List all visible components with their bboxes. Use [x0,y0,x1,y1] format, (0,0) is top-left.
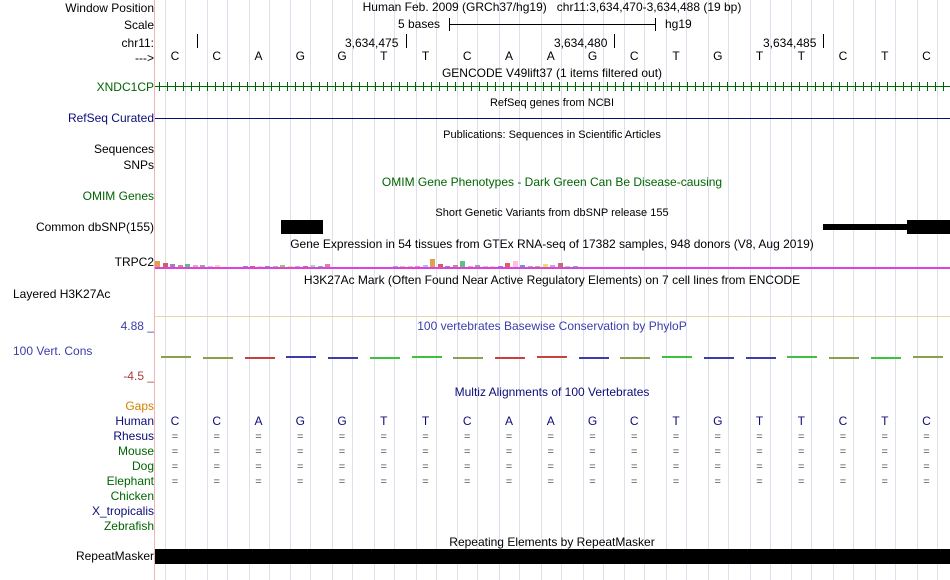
dbsnp-variant[interactable] [281,220,323,234]
human-base: T [672,414,680,428]
human-base: C [922,414,931,428]
conservation-max-label: 4.88 _ [120,319,154,333]
alignment-match: = [464,431,471,443]
phylop-score[interactable] [495,357,525,359]
reference-base: C [212,49,222,63]
alignment-match: = [672,461,680,473]
reference-base: T [755,49,764,63]
phylop-score[interactable] [370,357,400,359]
alignment-match: = [839,461,847,473]
phylop-score[interactable] [453,357,483,359]
refseq-gene-line[interactable] [155,118,950,119]
gencode-track-title: GENCODE V49lift37 (1 items filtered out) [441,66,663,80]
scale-db-label: hg19 [665,17,692,31]
dbsnp-variant[interactable] [907,220,950,234]
reference-base: T [672,49,680,63]
alignment-match: = [881,461,888,473]
alignment-match: = [297,446,304,458]
alignment-match: = [839,476,847,488]
phylop-score[interactable] [161,356,191,358]
track-label-xndc1cp[interactable]: XNDC1CP [96,80,154,94]
alignment-match: = [213,461,220,473]
species-label-zebrafish[interactable]: Zebrafish [103,519,154,533]
alignment-match: = [422,431,429,443]
alignment-match: = [798,476,805,488]
ruler-tick [406,34,407,48]
alignment-match: = [714,461,721,473]
species-label-human[interactable]: Human [115,414,154,428]
alignment-match: = [923,476,930,488]
human-base: A [254,414,263,428]
phylop-score[interactable] [412,356,442,358]
human-base: T [380,414,388,428]
reference-base: C [922,49,931,63]
phylop-score[interactable] [286,356,316,358]
ruler-position-3: 3,634,485 [763,36,817,50]
reference-base: A [254,49,263,63]
track-label-omim[interactable]: OMIM Genes [82,189,154,203]
alignment-match: = [589,431,596,443]
alignment-match: = [338,476,346,488]
ruler-tick [823,34,824,48]
phylop-score[interactable] [787,356,817,358]
human-base: C [838,414,848,428]
alignment-match: = [547,446,554,458]
reference-base: C [462,49,472,63]
track-label-conservation[interactable]: 100 Vert. Cons [13,344,93,358]
alignment-match: = [798,446,805,458]
alignment-match: = [547,461,554,473]
alignment-match: = [464,446,471,458]
scale-bar-left-cap [449,18,450,31]
alignment-match: = [631,446,638,458]
ruler-position-1: 3,634,475 [345,36,399,50]
alignment-match: = [255,476,262,488]
alignment-match: = [672,446,680,458]
h3k27ac-baseline [155,316,950,317]
human-base: C [462,414,472,428]
phylop-score[interactable] [871,357,901,359]
ruler-tick [197,34,198,48]
xndc1cp-gene-body[interactable] [155,82,950,91]
track-label-gaps[interactable]: Gaps [125,399,154,413]
trpc2-gene-line[interactable] [155,267,950,269]
phylop-score[interactable] [537,356,567,358]
alignment-match: = [923,446,930,458]
alignment-match: = [881,446,888,458]
strand-arrow-label: ---> [135,51,154,65]
alignment-match: = [756,431,763,443]
alignment-match: = [923,461,930,473]
species-label-dog[interactable]: Dog [131,459,154,473]
reference-base: A [546,49,555,63]
alignment-match: = [756,476,763,488]
gtex-track-title: Gene Expression in 54 tissues from GTEx RNA-seq of 17382 samples, 948 donors (V8, Aug 2019) [290,237,814,251]
human-base: A [546,414,555,428]
human-base: T [797,414,805,428]
window-position-label: Window Position [65,1,154,15]
conservation-min-label: -4.5 _ [123,369,154,383]
alignment-match: = [798,431,805,443]
alignment-match: = [255,461,262,473]
reference-base: C [170,49,180,63]
alignment-match: = [714,476,721,488]
alignment-match: = [631,476,638,488]
alignment-match: = [171,431,179,443]
alignment-match: = [589,476,596,488]
phylop-score[interactable] [203,357,233,359]
repeatmasker-track-title: Repeating Elements by RepeatMasker [449,535,655,549]
phylop-score[interactable] [829,357,859,359]
scale-bar-text: 5 bases [398,17,441,31]
reference-base: G [713,49,723,63]
phylop-score[interactable] [579,357,609,359]
human-base: G [713,414,723,428]
gtex-tissue-bar[interactable] [430,259,435,267]
alignment-match: = [255,446,262,458]
alignment-match: = [171,476,179,488]
track-label-snps[interactable]: SNPs [123,158,154,172]
alignment-match: = [547,476,554,488]
track-label-column [0,0,154,580]
human-base: T [755,414,764,428]
alignment-match: = [380,446,387,458]
alignment-match: = [255,431,262,443]
dbsnp-track-title: Short Genetic Variants from dbSNP release 155 [435,207,669,219]
alignment-match: = [380,476,387,488]
ruler-tick [614,34,615,48]
track-image[interactable] [155,0,950,580]
phylop-score[interactable] [704,357,734,359]
alignment-match: = [297,476,304,488]
alignment-match: = [338,461,346,473]
alignment-match: = [213,446,220,458]
track-label-h3k27ac[interactable]: Layered H3K27Ac [13,287,111,301]
phylop-score[interactable] [328,357,358,359]
alignment-match: = [839,446,847,458]
reference-base: T [380,49,388,63]
reference-base: C [629,49,639,63]
alignment-match: = [589,446,596,458]
alignment-match: = [380,431,387,443]
alignment-match: = [631,431,638,443]
phylop-score[interactable] [913,356,943,358]
alignment-match: = [589,461,596,473]
alignment-match: = [422,446,429,458]
alignment-match: = [756,446,763,458]
alignment-match: = [213,476,220,488]
track-label-sequences[interactable]: Sequences [93,142,154,156]
alignment-match: = [881,431,888,443]
alignment-match: = [631,461,638,473]
alignment-match: = [547,431,554,443]
assembly-name: Human Feb. 2009 (GRCh37/hg19) [362,0,547,14]
phylop-track-title: 100 vertebrates Basewise Conservation by PhyloP [417,319,687,333]
alignment-match: = [505,461,513,473]
alignment-match: = [923,431,930,443]
reference-base: T [421,49,430,63]
human-base: C [212,414,222,428]
human-base: A [504,414,514,428]
scale-bar [449,24,655,25]
alignment-match: = [338,446,346,458]
alignment-match: = [672,431,680,443]
species-label-rhesus[interactable]: Rhesus [113,429,154,443]
phylop-score[interactable] [245,357,275,359]
alignment-match: = [171,461,179,473]
publications-track-title: Publications: Sequences in Scientific Articles [443,129,661,141]
alignment-match: = [297,461,304,473]
track-label-trpc2[interactable]: TRPC2 [114,255,154,269]
human-base: C [170,414,180,428]
scale-label: Scale [123,18,154,32]
human-base: G [337,414,347,428]
alignment-match: = [714,446,721,458]
chromosome-label: chr11: [121,36,154,50]
alignment-match: = [338,431,346,443]
species-label-mouse[interactable]: Mouse [117,444,154,458]
species-label-elephant[interactable]: Elephant [106,474,154,488]
track-label-refseq[interactable]: RefSeq Curated [67,111,154,125]
assembly-position-title [363,0,742,14]
alignment-match: = [171,446,179,458]
species-label-x-tropicalis[interactable]: X_tropicalis [91,504,154,518]
alignment-match: = [505,476,513,488]
alignment-match: = [714,431,721,443]
omim-track-title: OMIM Gene Phenotypes - Dark Green Can Be Disease-causing [381,175,723,189]
human-base: T [881,414,889,428]
track-label-dbsnp[interactable]: Common dbSNP(155) [35,220,154,234]
alignment-match: = [297,431,304,443]
reference-base: G [337,49,347,63]
phylop-score[interactable] [620,357,650,359]
reference-base: C [838,49,848,63]
human-base: G [587,414,598,428]
phylop-score[interactable] [746,357,776,359]
current-position: chr11:3,634,470-3,634,488 (19 bp) [556,0,742,14]
reference-base: G [587,49,598,63]
h3k27ac-track-title: H3K27Ac Mark (Often Found Near Active Regulatory Elements) on 7 cell lines from ENCODE [303,273,801,287]
alignment-match: = [672,476,680,488]
species-label-chicken[interactable]: Chicken [110,489,154,503]
alignment-match: = [422,461,429,473]
track-label-repeatmasker[interactable]: RepeatMasker [75,549,154,563]
alignment-match: = [756,461,763,473]
refseq-track-title: RefSeq genes from NCBI [489,97,615,109]
reference-base: T [881,49,889,63]
alignment-match: = [798,461,805,473]
reference-base: A [504,49,514,63]
scale-bar-right-cap [655,18,656,31]
ruler-position-2: 3,634,480 [554,36,608,50]
alignment-match: = [422,476,429,488]
repeat-element[interactable] [155,549,950,564]
alignment-match: = [839,431,847,443]
alignment-match: = [464,476,471,488]
alignment-match: = [380,461,387,473]
multiz-track-title: Multiz Alignments of 100 Vertebrates [454,385,650,399]
human-base: G [295,414,305,428]
human-base: T [421,414,430,428]
alignment-match: = [213,431,220,443]
reference-base: G [295,49,305,63]
reference-base: T [797,49,805,63]
alignment-match: = [881,476,888,488]
human-base: C [629,414,639,428]
phylop-score[interactable] [662,356,692,358]
alignment-match: = [464,461,471,473]
alignment-match: = [505,446,513,458]
alignment-match: = [505,431,513,443]
